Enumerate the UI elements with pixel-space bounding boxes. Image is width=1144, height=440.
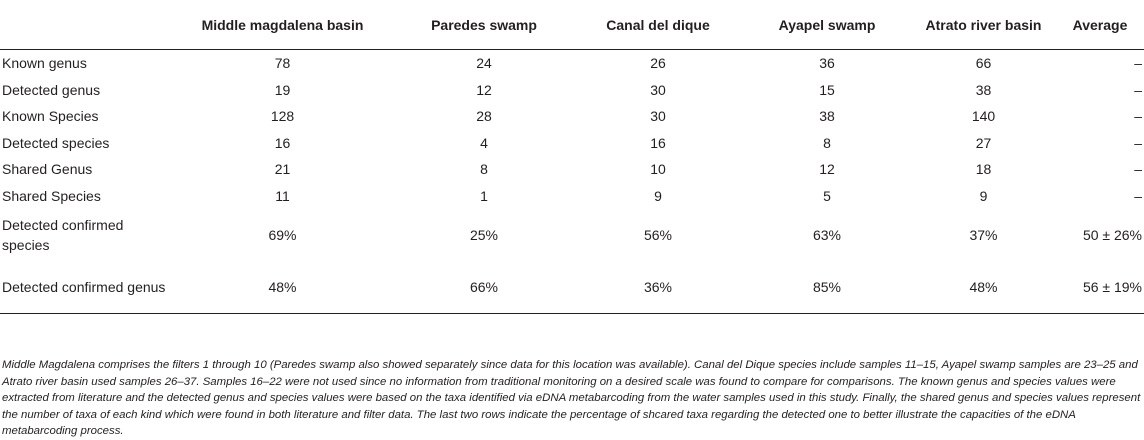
table-row bbox=[0, 261, 1144, 314]
table-cell: 56% bbox=[643, 227, 673, 243]
header-cell-corner bbox=[0, 0, 170, 50]
row-label: Known Species bbox=[2, 108, 99, 125]
header-cell-average: Average bbox=[1056, 0, 1144, 50]
table-row bbox=[0, 130, 1144, 157]
average-cell: – bbox=[1134, 161, 1142, 178]
table-cell: 19 bbox=[274, 81, 291, 98]
table-cell: 8 bbox=[480, 161, 488, 178]
table-cell: 48% bbox=[170, 261, 395, 314]
table-cell: 25% bbox=[469, 227, 499, 243]
row-label: Detected genus bbox=[2, 81, 101, 98]
average-cell: – bbox=[1134, 81, 1142, 98]
header-cell-ayapel-swamp: Ayapel swamp bbox=[743, 0, 911, 50]
table-cell: 26 bbox=[650, 55, 666, 72]
table-cell: 16 bbox=[650, 134, 666, 151]
average-cell: – bbox=[1134, 187, 1142, 204]
table-cell: 1 bbox=[480, 187, 488, 204]
row-label: Detected species bbox=[2, 134, 110, 151]
header-cell-middle-magdalena: Middle magdalena basin bbox=[170, 0, 395, 50]
header-row bbox=[0, 0, 1144, 50]
average-cell: – bbox=[1134, 55, 1142, 72]
average-cell: 50 ± 26% bbox=[1082, 227, 1142, 243]
table-cell: 30 bbox=[650, 81, 666, 98]
header-cell-atrato-river: Atrato river basin bbox=[911, 0, 1056, 50]
table-cell: 48% bbox=[911, 261, 1056, 314]
table-row bbox=[0, 156, 1144, 183]
row-label: Known genus bbox=[2, 55, 87, 72]
table-row bbox=[0, 50, 1144, 77]
table-cell: 11 bbox=[275, 187, 290, 204]
table-cell: 38 bbox=[975, 81, 992, 98]
table-cell: 10 bbox=[650, 161, 666, 178]
table-cell: 27 bbox=[975, 134, 992, 151]
table-cell: 30 bbox=[650, 108, 666, 125]
table-cell: 4 bbox=[480, 134, 488, 151]
table-cell: 36% bbox=[573, 261, 743, 314]
table-cell: 15 bbox=[819, 81, 835, 98]
table-cell: 18 bbox=[975, 161, 992, 178]
table-row bbox=[0, 209, 1144, 261]
table-row bbox=[0, 103, 1144, 130]
row-label: Shared Species bbox=[2, 187, 101, 204]
table-cell: 12 bbox=[476, 81, 492, 98]
table-cell: 9 bbox=[979, 187, 988, 204]
table-row bbox=[0, 183, 1144, 210]
header-cell-paredes-swamp: Paredes swamp bbox=[395, 0, 573, 50]
row-label: Detected confirmed species bbox=[2, 217, 124, 253]
row-label: Shared Genus bbox=[2, 161, 93, 178]
table-cell: 12 bbox=[819, 161, 835, 178]
table-cell: 78 bbox=[274, 55, 291, 72]
table-cell: 36 bbox=[819, 55, 835, 72]
table-cell: 37% bbox=[969, 227, 998, 243]
average-cell: – bbox=[1134, 108, 1142, 125]
table-cell: 38 bbox=[819, 108, 835, 125]
table-cell: 9 bbox=[654, 187, 662, 204]
table-cell: 24 bbox=[476, 55, 492, 72]
table-cell: 16 bbox=[274, 134, 291, 151]
table-cell: 85% bbox=[743, 261, 911, 314]
average-cell: 56 ± 19% bbox=[1056, 261, 1144, 314]
row-label: Detected confirmed genus bbox=[0, 261, 170, 314]
table-cell: 66 bbox=[975, 55, 992, 72]
average-cell: – bbox=[1134, 134, 1142, 151]
table-cell: 8 bbox=[823, 134, 831, 151]
header-cell-canal-del-dique: Canal del dique bbox=[573, 0, 743, 50]
table-footnote: Middle Magdalena comprises the filters 1 through 10 (Paredes swamp also showed separately since data for this location was available). Canal del Dique species include samples 11–15, Ayapel swamp samples are 23–25 and Atrato river basin used samples 26–37. Samples 16–22 were not used since no information from traditional monitoring on a desired scale was found to compare for comparisons. The known genus and species values were extracted from literature and the detected genus and species values were based on the taxa identified via eDNA metabarcoding from the water samples used in this study. Finally, the shared genus and species values represent the number of taxa of each kind which were found in both literature and filter data. The last two rows indicate the percentage of shcared taxa regarding the detected one to better illustrate the capacities of the eDNA metabarcoding process. bbox=[2, 359, 1141, 438]
table-cell: 140 bbox=[971, 108, 996, 125]
table-row bbox=[0, 77, 1144, 104]
table-cell: 28 bbox=[476, 108, 492, 125]
table-cell: 66% bbox=[395, 261, 573, 314]
table-cell: 128 bbox=[270, 108, 295, 125]
table-cell: 5 bbox=[823, 187, 831, 204]
table-cell: 69% bbox=[268, 227, 297, 243]
table-cell: 63% bbox=[812, 227, 842, 243]
table-cell: 21 bbox=[274, 161, 291, 178]
